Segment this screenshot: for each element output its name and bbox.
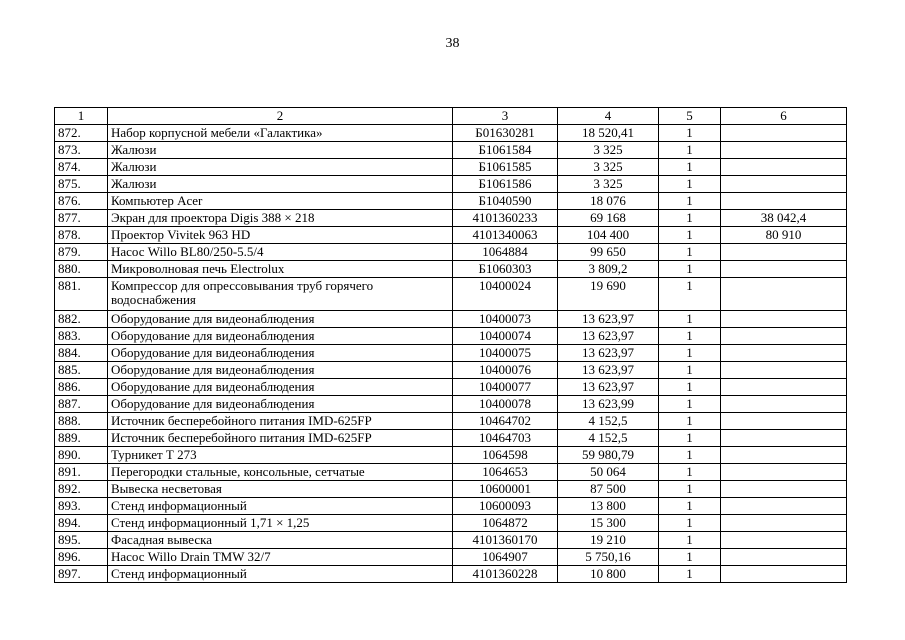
inventory-code-cell: 1064598: [453, 447, 558, 464]
residual-value-cell: [721, 193, 847, 210]
row-number-cell: 883.: [55, 328, 108, 345]
inventory-code-cell: 1064884: [453, 244, 558, 261]
inventory-code-cell: Б1061586: [453, 176, 558, 193]
price-cell: 3 809,2: [558, 261, 659, 278]
table-row: [55, 227, 847, 244]
row-number-cell: 878.: [55, 227, 108, 244]
residual-value-cell: [721, 566, 847, 583]
item-name-cell: Насос Willo Drain TMW 32/7: [108, 549, 453, 566]
inventory-code-cell: 10600093: [453, 498, 558, 515]
inventory-code-cell: 10400074: [453, 328, 558, 345]
quantity-cell: 1: [659, 549, 721, 566]
inventory-code-cell: 4101360228: [453, 566, 558, 583]
row-number-cell: 885.: [55, 362, 108, 379]
item-name-cell: Перегородки стальные, консольные, сетчатые: [108, 464, 453, 481]
residual-value-cell: [721, 328, 847, 345]
residual-value-cell: 80 910: [721, 227, 847, 244]
price-cell: 50 064: [558, 464, 659, 481]
row-number-cell: 882.: [55, 311, 108, 328]
quantity-cell: 1: [659, 430, 721, 447]
residual-value-cell: [721, 549, 847, 566]
price-cell: 5 750,16: [558, 549, 659, 566]
residual-value-cell: [721, 447, 847, 464]
item-name-cell: Насос Willo BL80/250-5.5/4: [108, 244, 453, 261]
row-number-cell: 873.: [55, 142, 108, 159]
row-number-cell: 881.: [55, 278, 108, 311]
column-header: 5: [659, 108, 721, 125]
item-name-cell: Стенд информационный: [108, 498, 453, 515]
table-row: [55, 328, 847, 345]
quantity-cell: 1: [659, 193, 721, 210]
inventory-code-cell: Б1060303: [453, 261, 558, 278]
price-cell: 19 690: [558, 278, 659, 311]
quantity-cell: 1: [659, 125, 721, 142]
item-name-cell: Оборудование для видеонаблюдения: [108, 345, 453, 362]
row-number-cell: 895.: [55, 532, 108, 549]
price-cell: 4 152,5: [558, 413, 659, 430]
quantity-cell: 1: [659, 210, 721, 227]
residual-value-cell: [721, 379, 847, 396]
column-header: 2: [108, 108, 453, 125]
quantity-cell: 1: [659, 328, 721, 345]
row-number-cell: 877.: [55, 210, 108, 227]
column-header: 6: [721, 108, 847, 125]
inventory-code-cell: 10400076: [453, 362, 558, 379]
item-name-cell: Экран для проектора Digis 388 × 218: [108, 210, 453, 227]
quantity-cell: 1: [659, 176, 721, 193]
price-cell: 4 152,5: [558, 430, 659, 447]
item-name-cell: Жалюзи: [108, 176, 453, 193]
inventory-table: [54, 107, 847, 583]
item-name-cell: Оборудование для видеонаблюдения: [108, 328, 453, 345]
table-row: [55, 413, 847, 430]
inventory-code-cell: 10400077: [453, 379, 558, 396]
table-row: [55, 498, 847, 515]
table-row: [55, 345, 847, 362]
residual-value-cell: [721, 278, 847, 311]
item-name-cell: Стенд информационный 1,71 × 1,25: [108, 515, 453, 532]
row-number-cell: 890.: [55, 447, 108, 464]
table-row: [55, 447, 847, 464]
residual-value-cell: [721, 413, 847, 430]
price-cell: 3 325: [558, 142, 659, 159]
table-row: [55, 396, 847, 413]
row-number-cell: 897.: [55, 566, 108, 583]
item-name-cell: Жалюзи: [108, 159, 453, 176]
table-row: [55, 549, 847, 566]
price-cell: 3 325: [558, 159, 659, 176]
inventory-code-cell: 10400073: [453, 311, 558, 328]
price-cell: 87 500: [558, 481, 659, 498]
residual-value-cell: [721, 244, 847, 261]
inventory-code-cell: 10600001: [453, 481, 558, 498]
item-name-cell: Компьютер Acer: [108, 193, 453, 210]
table-body: [55, 125, 847, 583]
row-number-cell: 893.: [55, 498, 108, 515]
quantity-cell: 1: [659, 413, 721, 430]
inventory-code-cell: 1064872: [453, 515, 558, 532]
quantity-cell: 1: [659, 532, 721, 549]
inventory-code-cell: 10400078: [453, 396, 558, 413]
price-cell: 13 623,97: [558, 345, 659, 362]
residual-value-cell: [721, 125, 847, 142]
table-row: [55, 379, 847, 396]
page-number: 38: [445, 36, 460, 51]
price-cell: 13 623,97: [558, 328, 659, 345]
table-row: [55, 261, 847, 278]
table-row: [55, 430, 847, 447]
quantity-cell: 1: [659, 447, 721, 464]
residual-value-cell: [721, 430, 847, 447]
residual-value-cell: [721, 515, 847, 532]
row-number-cell: 888.: [55, 413, 108, 430]
item-name-cell: Жалюзи: [108, 142, 453, 159]
quantity-cell: 1: [659, 261, 721, 278]
quantity-cell: 1: [659, 396, 721, 413]
row-number-cell: 889.: [55, 430, 108, 447]
price-cell: 13 623,97: [558, 362, 659, 379]
inventory-code-cell: 1064653: [453, 464, 558, 481]
row-number-cell: 896.: [55, 549, 108, 566]
inventory-code-cell: Б1061585: [453, 159, 558, 176]
price-cell: 13 623,97: [558, 311, 659, 328]
item-name-cell: Оборудование для видеонаблюдения: [108, 311, 453, 328]
quantity-cell: 1: [659, 566, 721, 583]
inventory-code-cell: 1064907: [453, 549, 558, 566]
quantity-cell: 1: [659, 464, 721, 481]
item-name-cell: Компрессор для опрессовывания труб горячего водоснабжения: [108, 278, 453, 311]
quantity-cell: 1: [659, 498, 721, 515]
inventory-code-cell: Б1061584: [453, 142, 558, 159]
column-header: 3: [453, 108, 558, 125]
item-name-cell: Источник бесперебойного питания IMD-625FP: [108, 430, 453, 447]
price-cell: 13 623,99: [558, 396, 659, 413]
item-name-cell: Стенд информационный: [108, 566, 453, 583]
price-cell: 15 300: [558, 515, 659, 532]
item-name-cell: Оборудование для видеонаблюдения: [108, 362, 453, 379]
table-row: [55, 311, 847, 328]
row-number-cell: 876.: [55, 193, 108, 210]
table-row: [55, 210, 847, 227]
table-row: [55, 278, 847, 311]
residual-value-cell: [721, 396, 847, 413]
row-number-cell: 886.: [55, 379, 108, 396]
quantity-cell: 1: [659, 362, 721, 379]
inventory-code-cell: 10464703: [453, 430, 558, 447]
residual-value-cell: [721, 311, 847, 328]
item-name-cell: Фасадная вывеска: [108, 532, 453, 549]
price-cell: 18 076: [558, 193, 659, 210]
residual-value-cell: 38 042,4: [721, 210, 847, 227]
inventory-code-cell: 4101340063: [453, 227, 558, 244]
item-name-cell: Микроволновая печь Electrolux: [108, 261, 453, 278]
quantity-cell: 1: [659, 142, 721, 159]
price-cell: 59 980,79: [558, 447, 659, 464]
table-row: [55, 464, 847, 481]
item-name-cell: Проектор Vivitek 963 HD: [108, 227, 453, 244]
quantity-cell: 1: [659, 379, 721, 396]
row-number-cell: 879.: [55, 244, 108, 261]
quantity-cell: 1: [659, 159, 721, 176]
table-row: [55, 515, 847, 532]
residual-value-cell: [721, 532, 847, 549]
residual-value-cell: [721, 498, 847, 515]
residual-value-cell: [721, 362, 847, 379]
item-name-cell: Вывеска несветовая: [108, 481, 453, 498]
table-row: [55, 481, 847, 498]
residual-value-cell: [721, 481, 847, 498]
price-cell: 13 800: [558, 498, 659, 515]
table-row: [55, 142, 847, 159]
table-row: [55, 362, 847, 379]
residual-value-cell: [721, 142, 847, 159]
price-cell: 10 800: [558, 566, 659, 583]
price-cell: 13 623,97: [558, 379, 659, 396]
quantity-cell: 1: [659, 345, 721, 362]
row-number-cell: 875.: [55, 176, 108, 193]
item-name-cell: Набор корпусной мебели «Галактика»: [108, 125, 453, 142]
item-name-cell: Оборудование для видеонаблюдения: [108, 379, 453, 396]
table-row: [55, 566, 847, 583]
inventory-code-cell: 10400075: [453, 345, 558, 362]
residual-value-cell: [721, 159, 847, 176]
table-row: [55, 176, 847, 193]
table-row: [55, 532, 847, 549]
table-row: [55, 244, 847, 261]
quantity-cell: 1: [659, 311, 721, 328]
column-header: 4: [558, 108, 659, 125]
row-number-cell: 884.: [55, 345, 108, 362]
item-name-cell: Турникет Т 273: [108, 447, 453, 464]
row-number-cell: 874.: [55, 159, 108, 176]
price-cell: 18 520,41: [558, 125, 659, 142]
inventory-code-cell: 4101360170: [453, 532, 558, 549]
price-cell: 19 210: [558, 532, 659, 549]
item-name-cell: Источник бесперебойного питания IMD-625FP: [108, 413, 453, 430]
header-row: [55, 108, 847, 125]
price-cell: 104 400: [558, 227, 659, 244]
quantity-cell: 1: [659, 515, 721, 532]
inventory-code-cell: 10464702: [453, 413, 558, 430]
price-cell: 99 650: [558, 244, 659, 261]
price-cell: 3 325: [558, 176, 659, 193]
price-cell: 69 168: [558, 210, 659, 227]
item-name-cell: Оборудование для видеонаблюдения: [108, 396, 453, 413]
quantity-cell: 1: [659, 244, 721, 261]
inventory-code-cell: Б01630281: [453, 125, 558, 142]
residual-value-cell: [721, 345, 847, 362]
inventory-code-cell: 4101360233: [453, 210, 558, 227]
quantity-cell: 1: [659, 227, 721, 244]
row-number-cell: 880.: [55, 261, 108, 278]
inventory-code-cell: 10400024: [453, 278, 558, 311]
table-row: [55, 193, 847, 210]
residual-value-cell: [721, 176, 847, 193]
row-number-cell: 872.: [55, 125, 108, 142]
residual-value-cell: [721, 464, 847, 481]
row-number-cell: 887.: [55, 396, 108, 413]
quantity-cell: 1: [659, 278, 721, 311]
inventory-code-cell: Б1040590: [453, 193, 558, 210]
table-row: [55, 159, 847, 176]
row-number-cell: 892.: [55, 481, 108, 498]
residual-value-cell: [721, 261, 847, 278]
quantity-cell: 1: [659, 481, 721, 498]
row-number-cell: 891.: [55, 464, 108, 481]
column-header: 1: [55, 108, 108, 125]
table-row: [55, 125, 847, 142]
row-number-cell: 894.: [55, 515, 108, 532]
